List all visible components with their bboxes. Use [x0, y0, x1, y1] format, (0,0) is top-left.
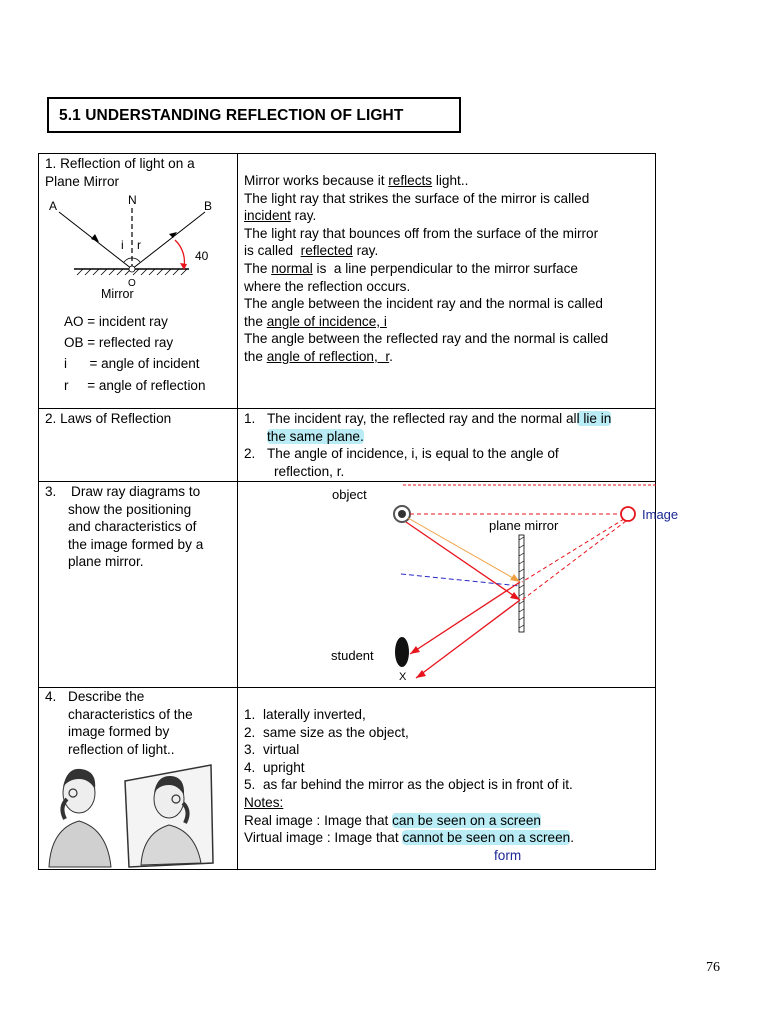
row3-left-cell	[39, 482, 238, 688]
label-i: i	[121, 238, 124, 253]
ray-diagram-question: 3. Draw ray diagrams to show the positioning and characteristics of the image formed by a plane mirror.	[45, 484, 204, 570]
list-item: 4. upright	[244, 759, 305, 775]
student-icon	[395, 637, 409, 667]
row1-definitions: Mirror works because it reflects light.. The light ray that strikes the surface of the mirror is called incident ray. The light ray that bounces off from the surface of the mirror is called reflected ray. The normal is a line perpendicular to the mirror surface where the reflection occurs. The angle between the incident ray and the normal is called the angle of incidence, i The angle between the reflected ray and the normal is called the angle of reflection, r.	[238, 154, 655, 366]
label-angle-40: 40	[195, 249, 209, 264]
boy-icon	[49, 769, 111, 867]
mirror-label: Mirror	[101, 287, 134, 302]
notes-heading: Notes:	[244, 794, 284, 810]
definition-line: The angle between the reflected ray and the normal is called	[244, 331, 609, 347]
reflection-diagram	[39, 194, 235, 294]
law-item-1: 1. The incident ray, the reflected ray and the normal all lie in the same plane.	[244, 411, 612, 444]
real-image-note: Real image : Image that can be seen on a screen	[244, 812, 541, 828]
label-r: r	[137, 238, 141, 253]
section-title: 5.1 UNDERSTANDING REFLECTION OF LIGHT	[59, 107, 404, 124]
definition-line: The light ray that strikes the surface of the mirror is called	[244, 190, 590, 206]
row1-title-line2: Plane Mirror	[45, 173, 120, 189]
label-plane-mirror: plane mirror	[489, 518, 559, 533]
list-item: 5. as far behind the mirror as the object is in front of it.	[244, 777, 573, 793]
laws-heading: 2. Laws of Reflection	[45, 411, 172, 426]
object-center	[398, 510, 406, 518]
row3-right-cell	[238, 482, 679, 688]
reflected-arrow-icon	[410, 646, 420, 654]
label-x: X	[399, 671, 407, 683]
characteristics-list	[238, 688, 655, 864]
incident-arrow-icon	[91, 234, 99, 242]
label-student: student	[331, 648, 374, 663]
virtual-image-note: Virtual image : Image that cannot be seen on a screen.	[244, 830, 574, 846]
angle-40-arc	[175, 240, 184, 267]
list-item: 2. same size as the object,	[244, 724, 409, 740]
definition-line: The light ray that bounces off from the surface of the mirror	[244, 225, 599, 241]
laws-list	[238, 409, 655, 480]
label-o: O	[128, 278, 136, 290]
form-annotation: form	[494, 847, 522, 863]
table-row	[39, 409, 656, 482]
legend-i: i = angle of incident	[64, 356, 200, 372]
label-b: B	[204, 199, 213, 214]
legend-ao: AO = incident ray	[64, 313, 168, 329]
red-arrow-icon	[510, 592, 520, 600]
legend-r: r = angle of reflection	[64, 377, 206, 393]
reflected-ray-1	[410, 582, 520, 654]
reflected-ray-2	[416, 600, 520, 678]
blue-normal-dashed	[401, 574, 520, 586]
label-n: N	[128, 193, 137, 208]
page-number: 76	[706, 960, 720, 975]
row4-left-cell	[39, 688, 238, 870]
row1-right-cell	[238, 154, 656, 409]
red-incident-ray	[406, 522, 520, 600]
point-o	[129, 266, 135, 272]
definition-line: where the reflection occurs.	[244, 278, 411, 294]
law-item-2: 2. The angle of incidence, i, is equal to the angle of reflection, r.	[244, 446, 559, 479]
label-image: Image	[642, 507, 679, 522]
orange-arrow-icon	[510, 574, 520, 582]
section-title-box	[47, 97, 461, 133]
row2-left-cell	[39, 409, 238, 482]
diagram-legend	[39, 311, 237, 396]
legend-ob: OB = reflected ray	[64, 335, 174, 351]
table-row	[39, 688, 656, 870]
characteristics-question: 4. Describe the characteristics of the image formed by reflection of light..	[45, 689, 193, 757]
row1-left-cell	[39, 154, 238, 409]
boy-mirror-illustration	[45, 759, 215, 869]
row4-right-cell	[238, 688, 656, 870]
image-icon	[621, 507, 635, 521]
table-row	[39, 482, 656, 688]
row2-right-cell	[238, 409, 656, 482]
reflection-table	[38, 153, 679, 870]
row1-title-line1: 1. Reflection of light on a	[45, 156, 195, 171]
list-item: 1. laterally inverted,	[244, 707, 366, 722]
label-object: object	[332, 487, 367, 502]
label-a: A	[49, 199, 58, 214]
table-row	[39, 154, 656, 409]
plane-mirror-ray-diagram	[238, 482, 679, 688]
list-item: 3. virtual	[244, 742, 300, 758]
definition-line: The angle between the incident ray and the normal is called	[244, 296, 603, 312]
row1-left-title	[39, 154, 237, 190]
